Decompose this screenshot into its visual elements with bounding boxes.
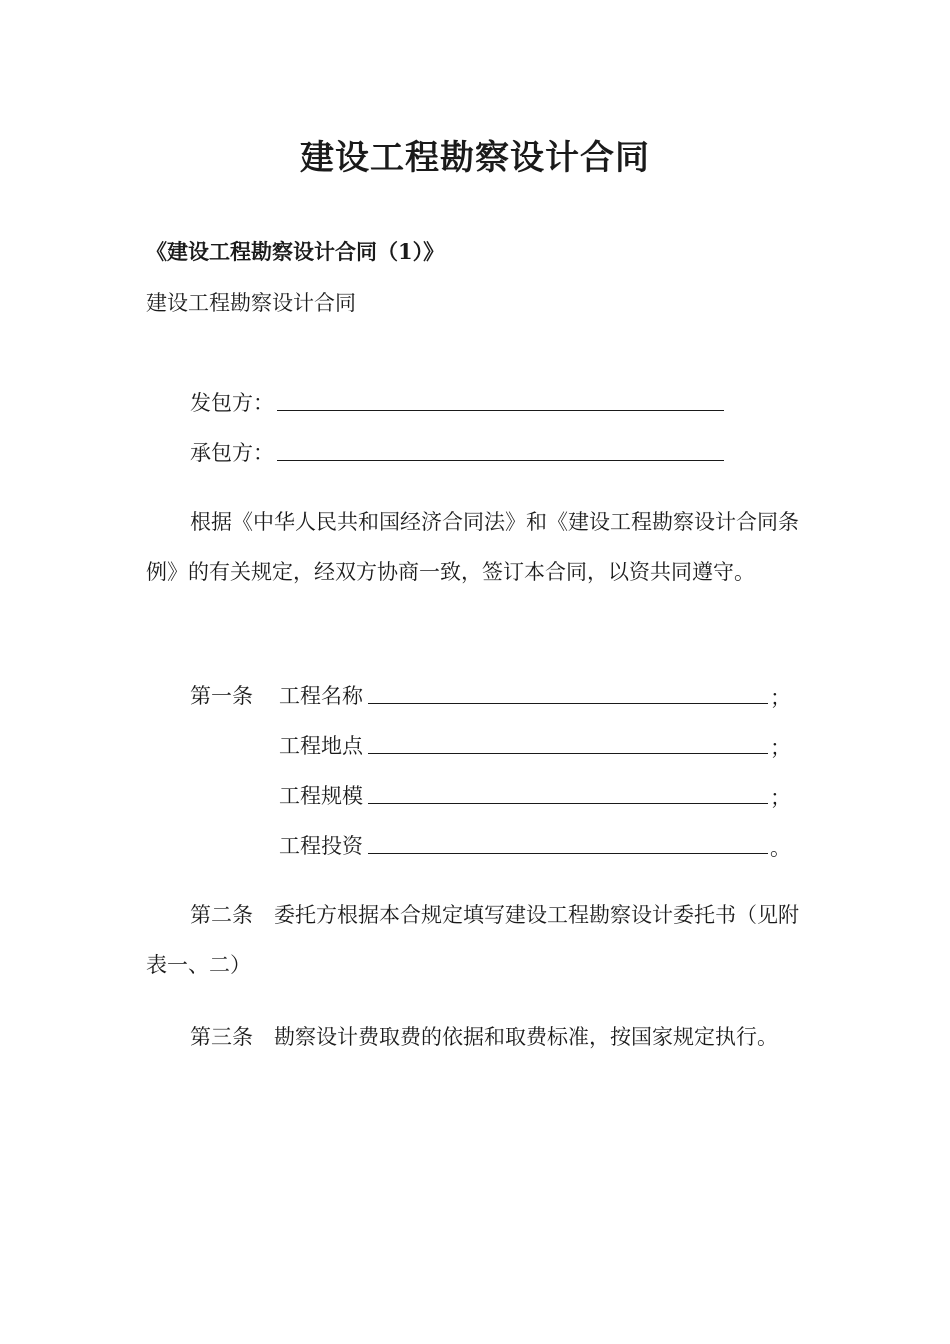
project-location-end: ； [770,736,791,760]
project-name-end: ； [770,686,791,710]
project-investment-end: 。 [770,836,791,860]
employer-label: 发包方： [190,391,274,415]
project-scale-label: 工程规模 [279,784,363,808]
project-scale-blank [368,803,768,804]
contractor-blank [277,460,724,461]
document-subheading: 建设工程勘察设计合同 [146,291,356,315]
project-name-label: 工程名称 [279,684,363,708]
article-1-label: 第一条 [190,684,253,708]
project-location-blank [368,753,768,754]
project-name-blank [368,703,768,704]
project-investment-blank [368,853,768,854]
employer-blank [277,410,724,411]
article-3-paragraph: 第三条 勘察设计费取费的依据和取费标准，按国家规定执行。 [190,1025,778,1049]
project-scale-end: ； [770,786,791,810]
document-subtitle: 《建设工程勘察设计合同（1）》 [146,239,445,264]
project-investment-label: 工程投资 [279,834,363,858]
document-title: 建设工程勘察设计合同 [300,138,650,178]
preamble-paragraph: 根据《中华人民共和国经济合同法》和《建设工程勘察设计合同条例》的有关规定，经双方协商一致，签订本合同，以资共同遵守。 [146,510,799,584]
article-2-paragraph: 第二条 委托方根据本合规定填写建设工程勘察设计委托书（见附表一、二） [146,903,799,977]
contractor-label: 承包方： [190,441,274,465]
project-location-label: 工程地点 [279,734,363,758]
